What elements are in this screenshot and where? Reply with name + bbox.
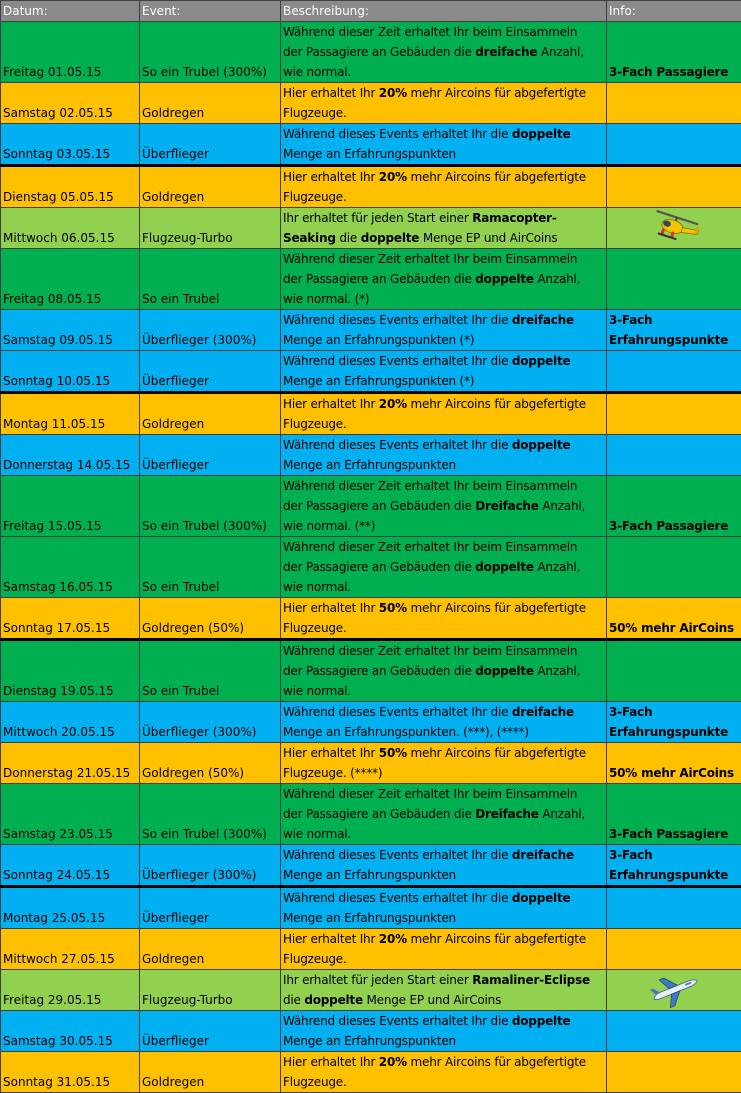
event-cell: So ein Trubel [140, 249, 281, 310]
info-cell [607, 1052, 741, 1093]
date-cell: Mittwoch 27.05.15 [1, 929, 140, 970]
description-text: Während dieses Events erhaltet Ihr die [283, 354, 512, 368]
description-line [283, 641, 606, 661]
table-row [1, 929, 741, 970]
description-cell [281, 249, 607, 310]
info-cell: 3-Fach Erfahrungspunkte [607, 845, 741, 887]
description-line [283, 1011, 606, 1031]
description-cell [281, 393, 607, 435]
info-cell [607, 249, 741, 310]
description-text: der Passagiere an Gebäuden die [283, 272, 475, 286]
header-info: Info: [607, 1, 741, 22]
description-text: wie normal. (**) [283, 519, 375, 533]
description-line [283, 42, 606, 62]
header-row [1, 1, 741, 22]
description-line [283, 351, 606, 371]
table-row [1, 640, 741, 702]
event-cell: Goldregen [140, 166, 281, 208]
date-cell: Samstag 09.05.15 [1, 310, 140, 351]
description-text: Menge an Erfahrungspunkten [283, 1034, 456, 1048]
info-cell [607, 435, 741, 476]
description-text: Während dieses Events erhaltet Ihr die [283, 127, 512, 141]
event-cell: So ein Trubel (300%) [140, 476, 281, 537]
table-row [1, 598, 741, 640]
info-cell [607, 351, 741, 393]
description-text: Während dieses Events erhaltet Ihr die [283, 313, 512, 327]
table-row [1, 22, 741, 83]
description-text: Menge an Erfahrungspunkten [283, 458, 456, 472]
description-cell [281, 124, 607, 166]
date-cell: Mittwoch 06.05.15 [1, 208, 140, 249]
description-highlight: 20% [379, 170, 407, 184]
description-line [283, 661, 606, 681]
event-cell: Goldregen [140, 83, 281, 124]
event-cell: Überflieger [140, 124, 281, 166]
description-text: mehr Aircoins für abgefertigte [407, 601, 586, 615]
description-cell [281, 887, 607, 929]
description-highlight: doppelte [512, 354, 571, 368]
description-text: wie normal. (*) [283, 292, 369, 306]
description-highlight: 50% [379, 601, 407, 615]
description-text: der Passagiere an Gebäuden die [283, 807, 475, 821]
description-line [283, 208, 606, 228]
description-line [283, 516, 606, 536]
info-cell: 50% mehr AirCoins [607, 598, 741, 640]
event-cell: Überflieger (300%) [140, 702, 281, 743]
info-cell [607, 393, 741, 435]
table-row [1, 702, 741, 743]
description-line [283, 908, 606, 928]
date-cell: Freitag 08.05.15 [1, 249, 140, 310]
description-text: Flugzeuge. (****) [283, 766, 382, 780]
event-cell: Goldregen [140, 393, 281, 435]
date-cell: Sonntag 24.05.15 [1, 845, 140, 887]
event-cell: Überflieger [140, 887, 281, 929]
description-highlight: doppelte [512, 438, 571, 452]
description-line [283, 865, 606, 885]
description-line [283, 557, 606, 577]
description-text: der Passagiere an Gebäuden die [283, 560, 475, 574]
table-row [1, 393, 741, 435]
event-cell: Überflieger [140, 1011, 281, 1052]
description-text: Flugzeuge. [283, 952, 347, 966]
description-highlight: doppelte [512, 891, 571, 905]
description-line [283, 269, 606, 289]
date-cell: Freitag 29.05.15 [1, 970, 140, 1011]
description-line [283, 83, 606, 103]
description-cell [281, 310, 607, 351]
description-highlight: Dreifache [475, 807, 538, 821]
description-text: Hier erhaltet Ihr [283, 932, 379, 946]
description-cell [281, 702, 607, 743]
description-highlight: dreifache [512, 848, 574, 862]
description-line [283, 414, 606, 434]
event-cell: Überflieger (300%) [140, 310, 281, 351]
table-row [1, 1052, 741, 1093]
airplane-icon [646, 972, 702, 1008]
table-row [1, 166, 741, 208]
table-row [1, 435, 741, 476]
description-text: wie normal. [283, 684, 351, 698]
description-line [283, 435, 606, 455]
date-cell: Montag 25.05.15 [1, 887, 140, 929]
table-row [1, 249, 741, 310]
description-line [283, 310, 606, 330]
event-cell: Goldregen [140, 929, 281, 970]
description-text: mehr Aircoins für abgefertigte [407, 1055, 586, 1069]
description-text: Während dieser Zeit erhaltet Ihr beim Einsammeln [283, 644, 577, 658]
description-highlight: Seaking [283, 231, 336, 245]
description-highlight: dreifache [512, 313, 574, 327]
description-line [283, 537, 606, 557]
description-text: mehr Aircoins für abgefertigte [407, 746, 586, 760]
description-text: mehr Aircoins für abgefertigte [407, 86, 586, 100]
date-cell: Samstag 30.05.15 [1, 1011, 140, 1052]
info-cell: 50% mehr AirCoins [607, 743, 741, 784]
description-line [283, 187, 606, 207]
date-cell: Samstag 02.05.15 [1, 83, 140, 124]
description-text: der Passagiere an Gebäuden die [283, 499, 475, 513]
description-line [283, 722, 606, 742]
description-text: Anzahl, [539, 807, 585, 821]
date-cell: Montag 11.05.15 [1, 393, 140, 435]
info-cell: 3-Fach Erfahrungspunkte [607, 310, 741, 351]
description-text: Während dieses Events erhaltet Ihr die [283, 438, 512, 452]
event-cell: So ein Trubel [140, 537, 281, 598]
description-text: Anzahl, [534, 272, 580, 286]
event-cell: Überflieger (300%) [140, 845, 281, 887]
info-cell [607, 887, 741, 929]
description-cell [281, 784, 607, 845]
info-cell: 3-Fach Erfahrungspunkte [607, 702, 741, 743]
description-text: Während dieser Zeit erhaltet Ihr beim Einsammeln [283, 252, 577, 266]
description-highlight: 20% [379, 932, 407, 946]
description-highlight: Ramacopter- [472, 211, 556, 225]
description-highlight: doppelte [475, 272, 534, 286]
description-text: wie normal. [283, 580, 351, 594]
description-line [283, 144, 606, 164]
description-highlight: dreifache [475, 45, 537, 59]
description-highlight: doppelte [304, 993, 363, 1007]
description-text: Menge an Erfahrungspunkten. (***), (****) [283, 725, 529, 739]
event-cell: Überflieger [140, 435, 281, 476]
description-text: Während dieser Zeit erhaltet Ihr beim Einsammeln [283, 787, 577, 801]
date-cell: Dienstag 19.05.15 [1, 640, 140, 702]
description-text: Flugzeuge. [283, 621, 347, 635]
description-text: Hier erhaltet Ihr [283, 601, 379, 615]
description-text: Anzahl, [539, 499, 585, 513]
description-line [283, 577, 606, 597]
header-event: Event: [140, 1, 281, 22]
description-line [283, 496, 606, 516]
description-text: Hier erhaltet Ihr [283, 86, 379, 100]
table-row [1, 743, 741, 784]
description-cell [281, 1011, 607, 1052]
description-cell [281, 22, 607, 83]
description-cell [281, 351, 607, 393]
table-row [1, 784, 741, 845]
description-highlight: doppelte [361, 231, 420, 245]
table-row [1, 1011, 741, 1052]
description-highlight: doppelte [475, 664, 534, 678]
description-highlight: 20% [379, 1055, 407, 1069]
description-cell [281, 537, 607, 598]
description-text: Während dieser Zeit erhaltet Ihr beim Einsammeln [283, 479, 577, 493]
table-row [1, 351, 741, 393]
description-text: Menge an Erfahrungspunkten [283, 868, 456, 882]
description-line [283, 990, 606, 1010]
description-line [283, 22, 606, 42]
description-text: Während dieses Events erhaltet Ihr die [283, 705, 512, 719]
event-rows [1, 22, 741, 1093]
description-line [283, 598, 606, 618]
description-text: Flugzeuge. [283, 417, 347, 431]
description-cell [281, 1052, 607, 1093]
description-line [283, 1072, 606, 1092]
description-highlight: dreifache [512, 705, 574, 719]
description-cell [281, 83, 607, 124]
description-line [283, 228, 606, 248]
description-text: mehr Aircoins für abgefertigte [407, 397, 586, 411]
table-row [1, 970, 741, 1011]
description-line [283, 845, 606, 865]
description-cell [281, 166, 607, 208]
date-cell: Sonntag 10.05.15 [1, 351, 140, 393]
date-cell: Donnerstag 14.05.15 [1, 435, 140, 476]
description-line [283, 371, 606, 391]
date-cell: Sonntag 31.05.15 [1, 1052, 140, 1093]
event-cell: Goldregen (50%) [140, 598, 281, 640]
description-text: Ihr erhaltet für jeden Start einer [283, 973, 472, 987]
description-text: Menge an Erfahrungspunkten [283, 911, 456, 925]
info-cell [607, 640, 741, 702]
table-row [1, 887, 741, 929]
description-text: Während dieser Zeit erhaltet Ihr beim Einsammeln [283, 25, 577, 39]
description-highlight: doppelte [512, 1014, 571, 1028]
description-text: Hier erhaltet Ihr [283, 1055, 379, 1069]
description-cell [281, 598, 607, 640]
event-cell: Goldregen (50%) [140, 743, 281, 784]
description-text: Menge an Erfahrungspunkten (*) [283, 374, 474, 388]
info-cell: 3-Fach Passagiere [607, 22, 741, 83]
description-line [283, 476, 606, 496]
date-cell: Samstag 16.05.15 [1, 537, 140, 598]
description-cell [281, 476, 607, 537]
description-line [283, 249, 606, 269]
table-row [1, 845, 741, 887]
description-line [283, 888, 606, 908]
date-cell: Freitag 15.05.15 [1, 476, 140, 537]
info-cell [607, 124, 741, 166]
description-line [283, 618, 606, 638]
description-text: die [336, 231, 361, 245]
description-text: die [283, 993, 304, 1007]
info-cell [607, 83, 741, 124]
description-line [283, 289, 606, 309]
table-row [1, 124, 741, 166]
description-text: wie normal. [283, 65, 351, 79]
date-cell: Mittwoch 20.05.15 [1, 702, 140, 743]
description-text: Flugzeuge. [283, 190, 347, 204]
description-text: Menge EP und AirCoins [363, 993, 501, 1007]
description-line [283, 784, 606, 804]
description-cell [281, 929, 607, 970]
info-cell: 3-Fach Passagiere [607, 784, 741, 845]
event-cell: So ein Trubel (300%) [140, 22, 281, 83]
description-text: mehr Aircoins für abgefertigte [407, 932, 586, 946]
description-line [283, 455, 606, 475]
info-cell [607, 537, 741, 598]
date-cell: Dienstag 05.05.15 [1, 166, 140, 208]
description-line [283, 949, 606, 969]
description-cell [281, 970, 607, 1011]
description-highlight: 50% [379, 746, 407, 760]
description-text: wie normal. [283, 827, 351, 841]
description-highlight: 20% [379, 86, 407, 100]
description-cell [281, 743, 607, 784]
description-highlight: doppelte [512, 127, 571, 141]
description-line [283, 970, 606, 990]
event-cell: So ein Trubel (300%) [140, 784, 281, 845]
description-line [283, 929, 606, 949]
header-datum: Datum: [1, 1, 140, 22]
description-highlight: doppelte [475, 560, 534, 574]
description-cell [281, 640, 607, 702]
description-line [283, 62, 606, 82]
description-highlight: Ramaliner-Eclipse [472, 973, 590, 987]
header-beschreibung: Beschreibung: [281, 1, 607, 22]
table-row [1, 208, 741, 249]
event-cell: Flugzeug-Turbo [140, 970, 281, 1011]
table-row [1, 310, 741, 351]
description-text: Anzahl, [534, 560, 580, 574]
description-text: Während dieses Events erhaltet Ihr die [283, 891, 512, 905]
description-line [283, 330, 606, 350]
description-text: Während dieses Events erhaltet Ihr die [283, 848, 512, 862]
date-cell: Freitag 01.05.15 [1, 22, 140, 83]
description-text: Hier erhaltet Ihr [283, 397, 379, 411]
description-line [283, 167, 606, 187]
info-cell [607, 1011, 741, 1052]
event-cell: Goldregen [140, 1052, 281, 1093]
helicopter-icon [646, 210, 702, 246]
description-text: Hier erhaltet Ihr [283, 170, 379, 184]
description-line [283, 743, 606, 763]
description-highlight: Dreifache [475, 499, 538, 513]
description-cell [281, 208, 607, 249]
table-row [1, 83, 741, 124]
description-text: Während dieser Zeit erhaltet Ihr beim Einsammeln [283, 540, 577, 554]
description-text: Anzahl, [534, 664, 580, 678]
description-line [283, 702, 606, 722]
date-cell: Donnerstag 21.05.15 [1, 743, 140, 784]
description-cell [281, 435, 607, 476]
info-cell: 3-Fach Passagiere [607, 476, 741, 537]
description-text: Während dieses Events erhaltet Ihr die [283, 1014, 512, 1028]
description-line [283, 103, 606, 123]
description-text: Menge an Erfahrungspunkten [283, 147, 456, 161]
description-line [283, 804, 606, 824]
description-text: Anzahl, [537, 45, 583, 59]
info-cell [607, 929, 741, 970]
info-cell [607, 208, 741, 249]
table-row [1, 537, 741, 598]
description-text: Menge an Erfahrungspunkten (*) [283, 333, 474, 347]
description-text: mehr Aircoins für abgefertigte [407, 170, 586, 184]
description-text: der Passagiere an Gebäuden die [283, 45, 475, 59]
event-cell: So ein Trubel [140, 640, 281, 702]
description-text: Flugzeuge. [283, 1075, 347, 1089]
description-text: Flugzeuge. [283, 106, 347, 120]
description-text: der Passagiere an Gebäuden die [283, 664, 475, 678]
description-line [283, 824, 606, 844]
description-line [283, 124, 606, 144]
description-line [283, 1031, 606, 1051]
event-cell: Überflieger [140, 351, 281, 393]
info-cell [607, 166, 741, 208]
description-text: Ihr erhaltet für jeden Start einer [283, 211, 472, 225]
table-row [1, 476, 741, 537]
info-cell [607, 970, 741, 1011]
event-cell: Flugzeug-Turbo [140, 208, 281, 249]
date-cell: Samstag 23.05.15 [1, 784, 140, 845]
description-text: Menge EP und AirCoins [419, 231, 557, 245]
date-cell: Sonntag 03.05.15 [1, 124, 140, 166]
description-text: Hier erhaltet Ihr [283, 746, 379, 760]
date-cell: Sonntag 17.05.15 [1, 598, 140, 640]
description-line [283, 681, 606, 701]
description-line [283, 763, 606, 783]
description-line [283, 394, 606, 414]
description-line [283, 1052, 606, 1072]
description-cell [281, 845, 607, 887]
description-highlight: 20% [379, 397, 407, 411]
